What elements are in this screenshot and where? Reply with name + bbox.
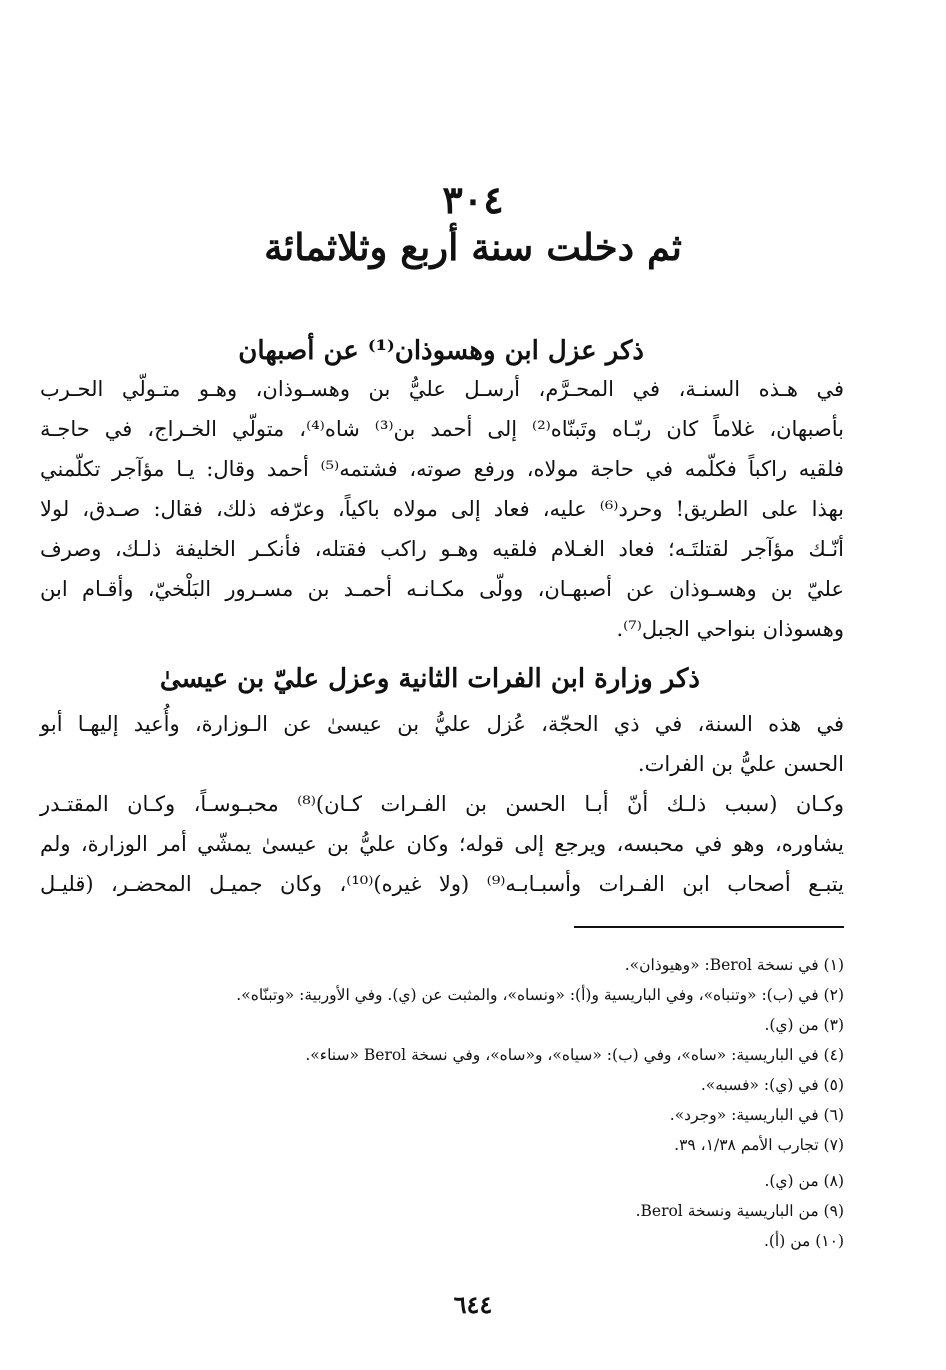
paragraph-line: يتبـع أصحاب ابن الفـرات وأسبـابـه⁽⁹⁾ (ولا غيره)⁽¹⁰⁾، وكان جميـل المحضـر، (قليـل (40, 872, 844, 896)
footnote: (١٠) من (أ). (763, 1232, 844, 1250)
paragraph-line: بأصبهان، غلاماً كان ربّـاه وتَبنّاه⁽²⁾ إلى أحمد بن⁽³⁾ شاه⁽⁴⁾، متولّي الخـراج، في حاجـة (40, 417, 845, 441)
paragraph-line: فلقيه راكباً فكلّمه في حاجة مولاه، ورفع صوته، فشتمه⁽⁵⁾ أحمد وقال: يـا مؤآجر تكلّمني (40, 457, 844, 481)
footnote: (٥) في (ي): «فسبه». (700, 1076, 844, 1094)
paragraph-line: في هذه السنة، في ذي الحجّة، عُزل عليُّ بن عيسىٰ عن الـوزارة، وأُعيد إليهـا أبو (40, 712, 844, 736)
footnote: (٧) تجارب الأمم ١/٣٨، ٣٩. (674, 1136, 844, 1154)
paragraph-line: في هـذه السنـة، في المحـرَّم، أرسـل عليُّ بن وهسـوذان، وهـو متـولّي الحـرب (40, 377, 844, 401)
paragraph-line: أنّـك مؤآجر لقتلتَـه؛ فعاد الغـلام فلقيه وهـو راكب فقتله، فأنكـر الخليفة ذلـك، وصرف (40, 537, 844, 561)
paragraph-line: الحسن عليُّ بن الفرات. (637, 752, 844, 776)
footnote: (١) في نسخة Berol: «وهيوذان». (624, 956, 844, 974)
page-number: ٦٤٤ (453, 1290, 493, 1319)
section-heading-2: ذكر وزارة ابن الفرات الثانية وعزل عليّ بن عيسىٰ (159, 664, 700, 694)
paragraph-line: بهذا على الطريق! وحرد⁽⁶⁾ عليه، فعاد إلى مولاه باكياً، وعرّفه ذلك، فقال: صـدق، لولا (40, 497, 844, 521)
footnote: (٩) من الباريسية ونسخة Berol. (635, 1202, 844, 1220)
footnote-divider (574, 926, 844, 928)
chapter-title: ثم دخلت سنة أربع وثلاثمائة (264, 225, 682, 269)
footnote: (٦) في الباريسية: «وجرد». (669, 1106, 844, 1124)
footnote: (٨) من (ي). (764, 1172, 844, 1190)
footnote: (٣) من (ي). (764, 1016, 844, 1034)
paragraph-line: وهسوذان بنواحي الجبل⁽⁷⁾. (616, 617, 844, 641)
paragraph-line: وكـان (سبب ذلـك أنّ أبـا الحسن بن الفـرات كـان)⁽⁸⁾ محبـوسـاً، وكـان المقتـدر (40, 792, 844, 816)
paragraph-line: يشاوره، وهو في محبسه، ويرجع إلى قوله؛ وكان عليُّ بن عيسىٰ يمشّي أمر الوزارة، ولم (40, 832, 844, 856)
year-heading: ٣٠٤ (442, 177, 504, 222)
footnote: (٤) في الباريسية: «ساه»، وفي (ب): «سياه»، و«ساه»، وفي نسخة Berol «سناء». (305, 1046, 844, 1064)
section-heading-1: ذكر عزل ابن وهسوذان⁽¹⁾ عن أصبهان (238, 336, 644, 366)
footnote: (٢) في (ب): «وتنباه»، وفي الباريسية و(أ): «ونساه»، والمثبت عن (ي). وفي الأوربية: «وتبنّاه». (236, 986, 844, 1004)
paragraph-line: عليّ بن وهسـوذان عن أصبهـان، وولّى مكـانـه أحمـد بن مسـرور البَلْخيّ، وأقـام ابن (40, 577, 844, 601)
